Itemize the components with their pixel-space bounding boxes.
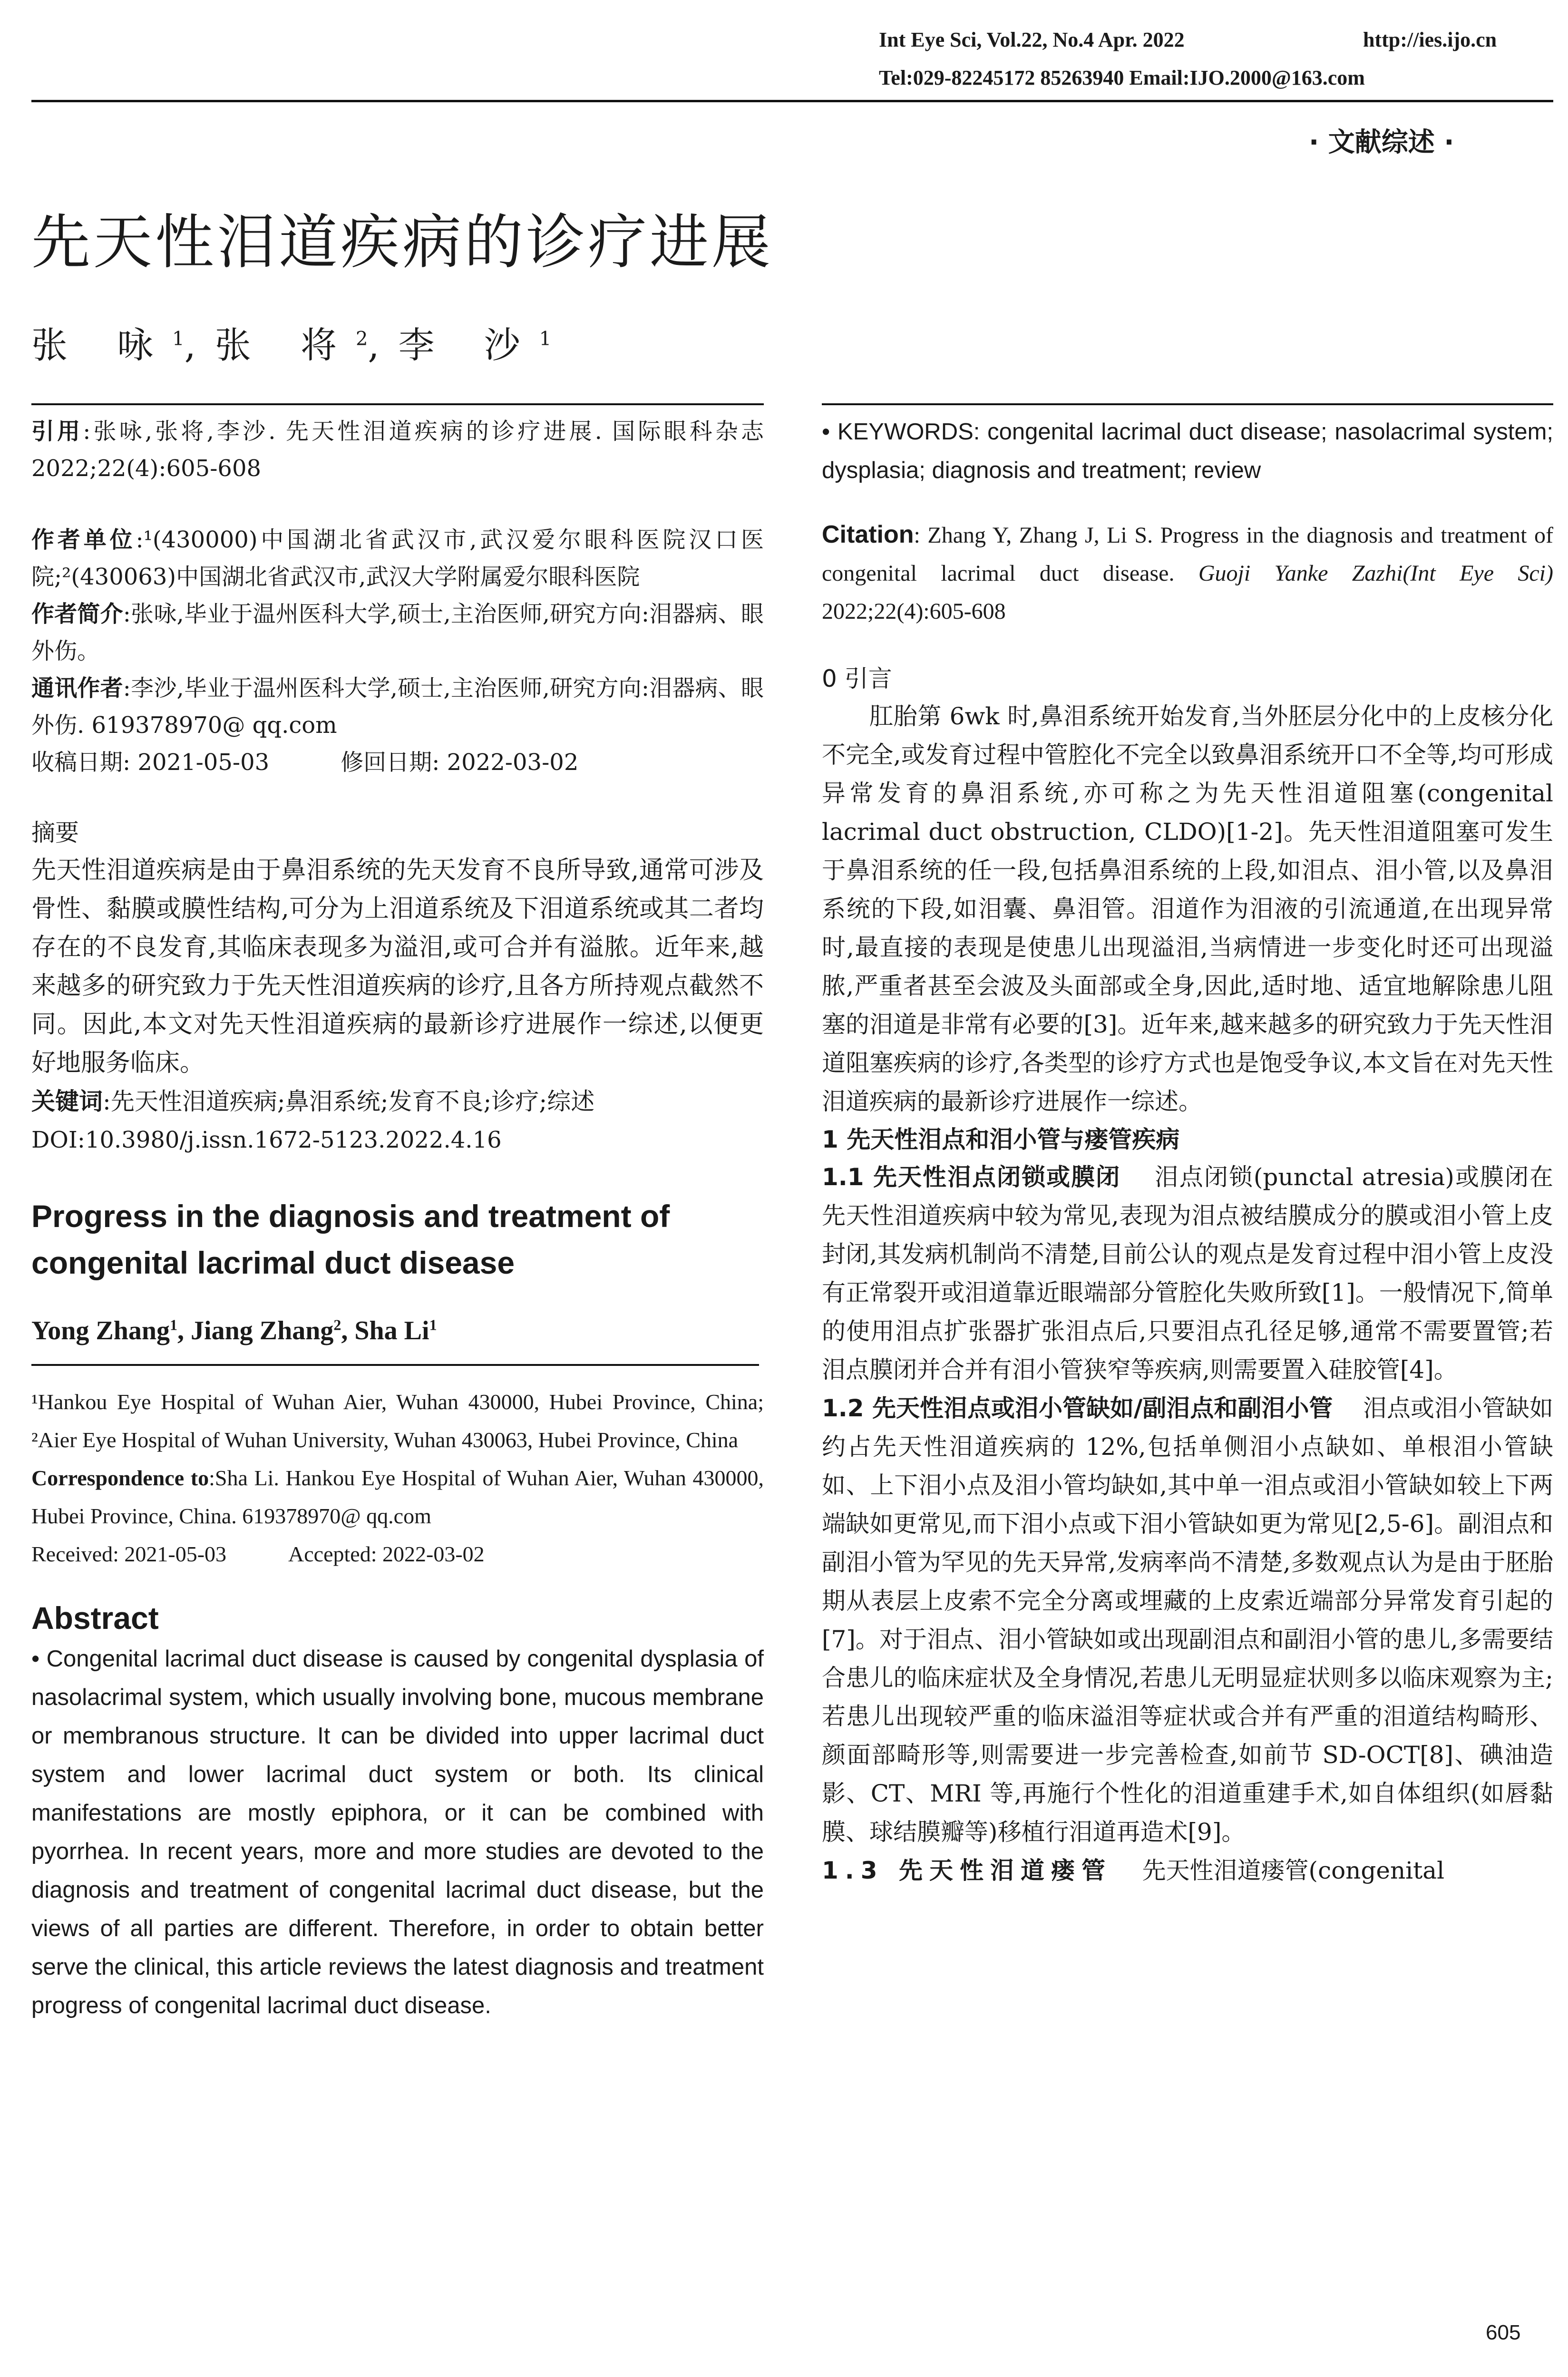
section-1-2-heading: 1.2 先天性泪点或泪小管缺如/副泪点和副泪小管 xyxy=(822,1394,1333,1422)
header-rule xyxy=(31,100,1553,102)
author-list xyxy=(31,316,551,368)
section-1-3-heading: 1.3 先天性泪道瘘管 xyxy=(822,1857,1112,1884)
en-received-date: Received: 2021-05-03 xyxy=(31,1542,227,1566)
right-column xyxy=(822,413,1553,1890)
en-abstract-text: • Congenital lacrimal duct disease is caused by congenital dysplasia of nasolacrimal system, which usually involving bone, mucous membrane or membranous structure. It can be divided into upper lacrimal duct system and lower lacrimal duct system or both. Its clinical manifestations are mostly epiphora, or it can be combined with pyorrhea. In recent years, more and more studies are devoted to the diagnosis and treatment of congenital lacrimal duct disease, but the views of all parties are different. Therefore, in order to obtain better serve the clinical, this article reviews the latest diagnosis and treatment progress of congenital lacrimal duct disease. xyxy=(31,1646,764,2018)
journal-url[interactable]: http://ies.ijo.cn xyxy=(1363,28,1497,51)
cn-keywords-text: :先天性泪道疾病;鼻泪系统;发育不良;诊疗;综述 xyxy=(103,1088,595,1115)
section-1-2-text: 泪点或泪小管缺如约占先天性泪道疾病的 12%,包括单侧泪小点缺如、单根泪小管缺如、上下泪小点及泪小管均缺如,其中单一泪点或泪小管缺如较上下两端缺如更常见,而下泪小点或下泪小管缺如更为常见[2,5-6]。副泪点和副泪小管为罕见的先天异常,发病率尚不清楚,多数观点认为是由于胚胎期从表层上皮索不完全分离或埋藏的上皮索近端部分异常发育引起的[7]。对于泪点、泪小管缺如或出现副泪点和副泪小管的患儿,多需要结合患儿的临床症状及全身情况,若患儿无明显症状则多以临床观察为主;若患儿出现较严重的临床溢泪等症状或合并有严重的泪道结构畸形、颜面部畸形等,则需要进一步完善检查,如前节 SD-OCT[8]、碘油造影、CT、MRI 等,再施行个性化的泪道重建手术,如自体组织(如唇黏膜、球结膜瓣等)移植行泪道再造术[9]。 xyxy=(822,1394,1554,1846)
cn-received-date: 收稿日期: 2021-05-03 xyxy=(31,749,270,776)
section-1-3-text: 先天性泪道瘘管(congenital xyxy=(1142,1857,1445,1884)
cn-affiliation-label: 作者单位 xyxy=(31,526,136,553)
section-1-2 xyxy=(822,1389,1553,1851)
cn-doi: DOI:10.3980/j.issn.1672-5123.2022.4.16 xyxy=(31,1127,502,1153)
cn-correspondence xyxy=(31,670,764,744)
en-author-name: Jiang Zhang xyxy=(191,1316,334,1345)
en-correspondence-label: Correspondence to xyxy=(31,1466,209,1490)
section-0-heading: 0 引言 xyxy=(822,665,892,692)
en-accepted-date: Accepted: 2022-03-02 xyxy=(288,1542,485,1566)
section-1-1-heading: 1.1 先天性泪点闭锁或膜闭 xyxy=(822,1163,1121,1191)
cn-affiliation xyxy=(31,521,764,595)
page-title: 先天性泪道疾病的诊疗进展 xyxy=(31,208,774,277)
author-name: 李 沙 xyxy=(398,324,539,366)
cn-author-bio-text: :张咏,毕业于温州医科大学,硕士,主治医师,研究方向:泪器病、眼外伤。 xyxy=(31,601,764,664)
cn-dates xyxy=(31,744,764,781)
en-author-affil-mark: 2 xyxy=(333,1316,341,1334)
section-1-3 xyxy=(822,1851,1553,1890)
en-author-list: Yong Zhang$^1$, Jiang Zhang$^2$, Sha Li$^1$ xyxy=(31,1316,437,1345)
en-author-name: Sha Li xyxy=(354,1316,429,1345)
section-1-1 xyxy=(822,1158,1553,1389)
en-keywords: • KEYWORDS: congenital lacrimal duct disease; nasolacrimal system; dysplasia; diagnosis and treatment; review xyxy=(822,419,1553,483)
cn-abstract-heading: 摘要 xyxy=(31,819,79,847)
cn-keywords xyxy=(31,1082,764,1121)
cn-abstract-text: 先天性泪道疾病是由于鼻泪系统的先天发育不良所导致,通常可涉及骨性、黏膜或膜性结构,可分为上泪道系统及下泪道系统或其二者均存在的不良发育,其临床表现多为溢泪,或可合并有溢脓。近年来,越来越多的研究致力于先天性泪道疾病的诊疗,且各方所持观点截然不同。因此,本文对先天性泪道疾病的最新诊疗进展作一综述,以便更好地服务临床。 xyxy=(31,856,764,1077)
en-author-name: Yong Zhang xyxy=(31,1316,170,1345)
cn-correspondence-text: :李沙,毕业于温州医科大学,硕士,主治医师,研究方向:泪器病、眼外伤. 619378970@ qq.com xyxy=(31,675,764,739)
right-column-rule xyxy=(822,403,1553,405)
cn-affiliation-text: :¹(430000)中国湖北省武汉市,武汉爱尔眼科医院汉口医院;²(430063)中国湖北省武汉市,武汉大学附属爱尔眼科医院 xyxy=(31,526,764,590)
contact-line: Tel:029-82245172 85263940 Email:IJO.2000@163.com xyxy=(879,66,1365,89)
author-affil-mark: 1 xyxy=(539,328,552,350)
en-author-affil-mark: 1 xyxy=(170,1316,178,1334)
en-author-rule xyxy=(31,1364,759,1366)
en-citation-label: Citation xyxy=(822,521,914,548)
en-title: Progress in the diagnosis and treatment of congenital lacrimal duct disease xyxy=(31,1198,670,1280)
left-column xyxy=(31,413,764,2025)
author-name: 张 将 xyxy=(214,324,356,366)
author-affil-mark: 2 xyxy=(355,328,368,350)
section-0-text: 肛胎第 6wk 时,鼻泪系统开始发育,当外胚层分化中的上皮核分化不完全,或发育过程中管腔化不完全以致鼻泪系统开口不全等,均可形成异常发育的鼻泪系统,亦可称之为先天性泪道阻塞(congenital lacrimal duct obstruction, CLDO)[1-2]。先天性泪道阻塞可发生于鼻泪系统的任一段,包括鼻泪系统的上段,如泪点、泪小管,以及鼻泪系统的下段,如泪囊、鼻泪管。泪道作为泪液的引流通道,在出现异常时,最直接的表现是使患儿出现溢泪,当病情进一步变化时还可出现溢脓,严重者甚至会波及头面部或全身,因此,适时地、适宜地解除患儿阻塞的泪道是非常有必要的[3]。近年来,越来越多的研究致力于先天性泪道阻塞疾病的诊疗,各类型的诊疗方式也是饱受争议,本文旨在对先天性泪道疾病的最新诊疗进展作一综述。 xyxy=(822,702,1553,1115)
en-citation-text: : Zhang Y, Zhang J, Li S. Progress in the diagnosis and treatment of congenital lacrimal duct disease. xyxy=(822,523,1553,586)
cn-citation-text: :张咏,张将,李沙. 先天性泪道疾病的诊疗进展. 国际眼科杂志 2022;22(4):605-608 xyxy=(31,418,764,482)
cn-correspondence-label: 通讯作者 xyxy=(31,675,123,701)
en-citation-tail: 2022;22(4):605-608 xyxy=(822,599,1006,624)
author-affil-mark: 1 xyxy=(172,328,185,350)
cn-citation xyxy=(31,413,764,487)
en-correspondence-text: :Sha Li. Hankou Eye Hospital of Wuhan Aier, Wuhan 430000, Hubei Province, China. 619378970@ qq.com xyxy=(31,1466,764,1528)
left-column-rule xyxy=(31,403,764,405)
cn-author-bio-label: 作者简介 xyxy=(31,601,123,627)
en-citation-journal: Guoji Yanke Zazhi(Int Eye Sci) xyxy=(1198,561,1553,586)
author-separator: , xyxy=(368,324,399,366)
cn-citation-label: 引用 xyxy=(31,418,83,445)
en-author-affil-mark: 1 xyxy=(429,1316,437,1334)
journal-line: Int Eye Sci, Vol.22, No.4 Apr. 2022 xyxy=(879,28,1185,51)
author-name: 张 咏 xyxy=(31,324,173,366)
en-affiliation: ¹Hankou Eye Hospital of Wuhan Aier, Wuhan 430000, Hubei Province, China; ²Aier Eye Hospital of Wuhan University, Wuhan 430063, Hubei Province, China xyxy=(31,1390,764,1452)
section-1-1-text: 泪点闭锁(punctal atresia)或膜闭在先天性泪道疾病中较为常见,表现为泪点被结膜成分的膜或泪小管上皮封闭,其发病机制尚不清楚,目前公认的观点是发育过程中泪小管上皮没有正常裂开或泪道靠近眼端部分管腔化失败所致[1]。一般情况下,简单的使用泪点扩张器扩张泪点后,只要泪点孔径足够,通常不需要置管;若泪点膜闭并合并有泪小管狭窄等疾病,则需要置入硅胶管[4]。 xyxy=(822,1163,1553,1383)
en-correspondence xyxy=(31,1459,764,1535)
cn-keywords-label: 关键词 xyxy=(31,1088,103,1115)
column-tag: · 文献综述 · xyxy=(1309,127,1454,158)
cn-revised-date: 修回日期: 2022-03-02 xyxy=(341,749,579,776)
en-dates xyxy=(31,1535,764,1573)
cn-author-bio xyxy=(31,595,764,670)
en-citation xyxy=(822,516,1553,631)
author-separator: , xyxy=(184,324,215,366)
en-abstract-heading: Abstract xyxy=(31,1600,159,1636)
section-1-heading: 1 先天性泪点和泪小管与瘘管疾病 xyxy=(822,1126,1180,1153)
page-number: 605 xyxy=(1486,2321,1521,2344)
